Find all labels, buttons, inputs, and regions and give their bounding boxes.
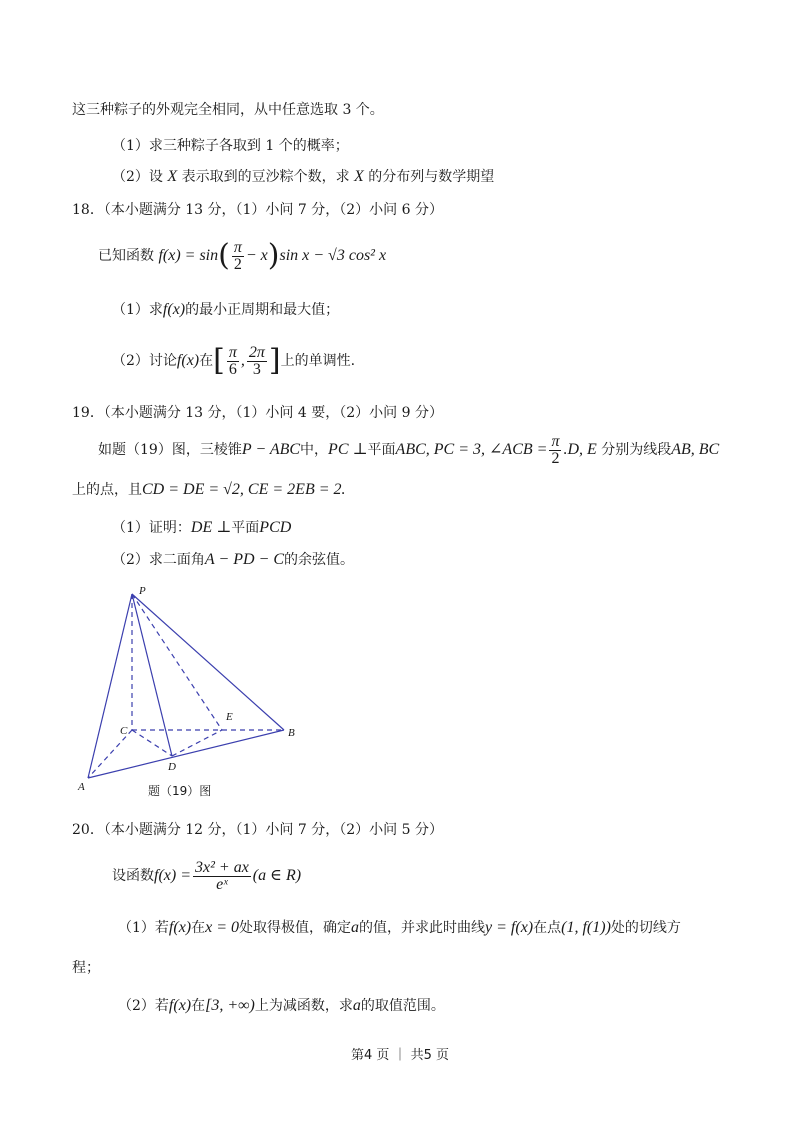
q18-part1: （1）求f(x)的最小正周期和最大值；	[112, 301, 340, 318]
edge-PD	[132, 594, 172, 756]
q20-part2: （2）若f(x)在[3, +∞)上为减函数，求a的取值范围。	[118, 997, 445, 1014]
edge-DE	[172, 730, 222, 756]
label-C: C	[120, 725, 128, 737]
q17-intro: 这三种粽子的外观完全相同，从中任意选取 3 个。	[72, 102, 384, 118]
label-B: B	[288, 727, 295, 739]
q20-function: 设函数f(x) = $\frac{\text{3x² + ax}}{\text{eˣ}}$ (a ∈ R)	[112, 858, 302, 893]
label-P: P	[139, 585, 146, 597]
q18-part2: （2）讨论f(x)在[ $\frac{\pi}{6}$ , $\frac{2\pi}{3}$ ]上的单调性.	[112, 343, 356, 378]
figure-caption: 题（19）图	[148, 784, 212, 798]
q19-part1: （1）证明：DE ⊥平面PCD	[112, 519, 292, 536]
label-A: A	[78, 781, 85, 793]
edge-CA	[88, 730, 132, 778]
label-E: E	[226, 711, 233, 723]
edge-PA	[88, 594, 132, 778]
q20-part1-cont: 程；	[72, 960, 100, 976]
edge-AB	[88, 730, 284, 778]
label-D: D	[168, 761, 176, 773]
q19-statement-line2: 上的点，且CD = DE = √2, CE = 2EB = 2.	[72, 481, 346, 498]
page-footer: 第4 页 ｜ 共5 页	[350, 1048, 450, 1063]
q18-header: 18．（本小题满分 13 分，（1）小问 7 分，（2）小问 6 分）	[72, 202, 443, 218]
q20-part1: （1）若f(x)在x = 0处取得极值，确定a的值，并求此时曲线y = f(x)在点(1, f(1))处的切线方	[118, 919, 681, 936]
q17-part1: （1）求三种粽子各取到 1 个的概率；	[112, 138, 349, 154]
q20-header: 20．（本小题满分 12 分，（1）小问 7 分，（2）小问 5 分）	[72, 822, 443, 838]
q18-function: 已知函数 f(x) = sin( $\frac{\pi}{2}$ − x)sin x − √3 cos² x	[98, 238, 387, 273]
q19-part2: （2）求二面角A − PD − C的余弦值。	[112, 551, 354, 568]
q17-part2: （2）设 X 表示取到的豆沙粽个数，求 X 的分布列与数学期望	[112, 168, 495, 185]
q19-statement-line1: 如题（19）图，三棱锥P − ABC中，PC ⊥平面ABC, PC = 3, ∠ACB = $\frac{\pi}{2}$ .D, E 分别为线段AB, BC	[98, 432, 720, 467]
pyramid-figure	[76, 580, 316, 800]
q19-header: 19．（本小题满分 13 分，（1）小问 4 要，（2）小问 9 分）	[72, 405, 443, 421]
